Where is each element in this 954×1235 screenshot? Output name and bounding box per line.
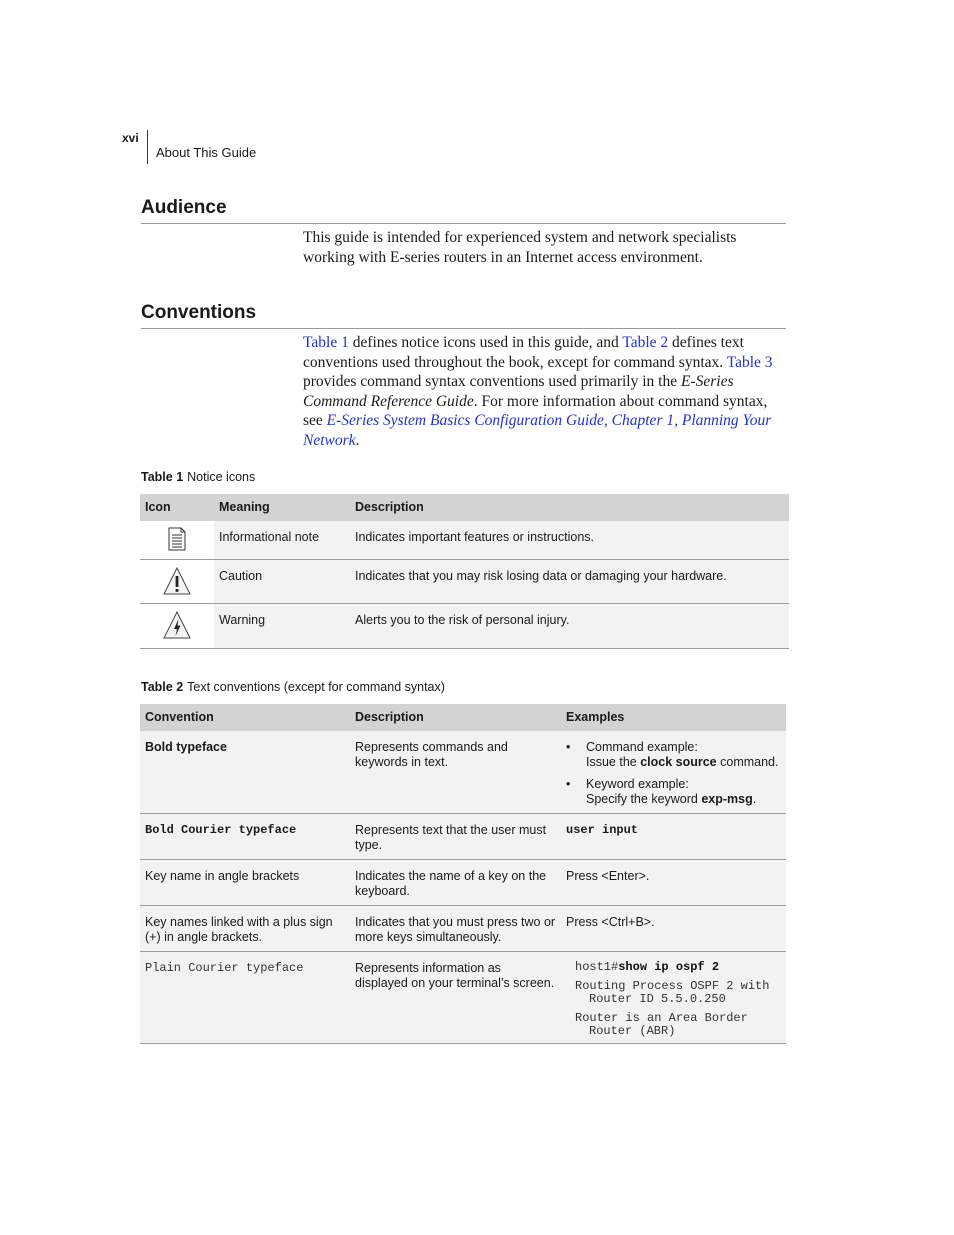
table2-caption-text: Text conventions (except for command syntax) xyxy=(187,680,445,694)
table2-caption-label: Table 2 xyxy=(141,680,184,694)
list-item xyxy=(566,740,781,771)
convention-cell: Plain Courier typeface xyxy=(140,951,350,1043)
table1-caption xyxy=(141,470,255,484)
table1-description: Indicates important features or instructions. xyxy=(350,521,789,560)
table-row xyxy=(140,560,789,604)
page-number: xvi xyxy=(122,131,139,145)
table2-header-examples: Examples xyxy=(561,704,786,731)
examples-cell xyxy=(561,731,786,814)
note-icon xyxy=(140,521,214,560)
convention-cell: Bold Courier typeface xyxy=(140,813,350,859)
convention-cell: Key name in angle brackets xyxy=(140,859,350,905)
conventions-text: defines notice icons used in this guide, and xyxy=(348,334,623,351)
example-text: . xyxy=(752,792,757,806)
terminal-prompt: host1# xyxy=(575,959,619,974)
table1-caption-text: Notice icons xyxy=(187,470,256,484)
conventions-heading: Conventions xyxy=(141,302,257,323)
example-text: command. xyxy=(716,755,779,769)
table2-caption xyxy=(141,680,445,694)
conventions-paragraph xyxy=(303,333,778,451)
convention-cell: Key names linked with a plus sign (+) in angle brackets. xyxy=(140,905,350,951)
list-item xyxy=(566,777,781,808)
description-cell: Represents text that the user must type. xyxy=(350,813,561,859)
audience-paragraph: This guide is intended for experienced system and network specialists working with E-series routers in an Internet access environment. xyxy=(303,229,737,266)
table1-header-meaning: Meaning xyxy=(214,494,350,521)
examples-cell: user input xyxy=(561,813,786,859)
text-conventions-table xyxy=(140,704,786,1044)
table1-description: Indicates that you may risk losing data or damaging your hardware. xyxy=(350,560,789,604)
conventions-text: . For more information about command syntax, see xyxy=(303,392,768,430)
table-row xyxy=(140,905,786,951)
reference-guide-title: E-Series Command Reference Guide xyxy=(303,373,734,410)
running-section-title: About This Guide xyxy=(156,145,257,160)
terminal-line: Router (ABR) xyxy=(589,1023,676,1038)
conventions-rule xyxy=(141,328,786,329)
table1-caption-label: Table 1 xyxy=(141,470,184,484)
table1-link[interactable]: Table 1 xyxy=(303,334,349,351)
example-label: Command example: xyxy=(586,739,698,754)
table1-header-description: Description xyxy=(350,494,789,521)
audience-rule xyxy=(141,223,786,224)
table1-description: Alerts you to the risk of personal injury. xyxy=(350,604,789,649)
description-cell: Indicates the name of a key on the keyboard. xyxy=(350,859,561,905)
conventions-text: . xyxy=(355,431,360,449)
warning-icon xyxy=(140,604,214,649)
examples-cell: Press <Enter>. xyxy=(561,859,786,905)
table-row xyxy=(140,813,786,859)
examples-cell xyxy=(561,951,786,1043)
example-text: Specify the keyword xyxy=(586,792,702,806)
examples-cell: Press <Ctrl+B>. xyxy=(561,905,786,951)
description-cell: Represents information as displayed on your terminal’s screen. xyxy=(350,951,561,1043)
basics-guide-link[interactable]: E-Series System Basics Configuration Guide, Chapter 1, Planning Your Network xyxy=(303,412,772,449)
terminal-line: Routing Process OSPF 2 with xyxy=(575,978,770,993)
conventions-text: defines text conventions used throughout the book, except for command syntax. xyxy=(303,334,744,371)
table-row xyxy=(140,521,789,560)
table-row xyxy=(140,731,786,814)
table1-meaning: Caution xyxy=(214,560,350,604)
caution-icon xyxy=(140,560,214,604)
table2-header-convention: Convention xyxy=(140,704,350,731)
terminal-command: show ip ospf 2 xyxy=(618,959,720,974)
example-text: Issue the xyxy=(586,755,641,769)
conventions-text: provides command syntax conventions used primarily in the xyxy=(303,373,681,391)
table1-meaning: Warning xyxy=(214,604,350,649)
example-label: Keyword example: xyxy=(586,776,689,791)
table3-link[interactable]: Table 3 xyxy=(726,353,773,371)
table2-header-description: Description xyxy=(350,704,561,731)
notice-icons-table xyxy=(140,494,789,649)
audience-heading: Audience xyxy=(141,197,227,218)
description-cell: Indicates that you must press two or more keys simultaneously. xyxy=(350,905,561,951)
table-row xyxy=(140,604,789,649)
example-keyword: exp-msg xyxy=(701,792,753,806)
table1-meaning: Informational note xyxy=(214,521,350,560)
description-cell: Represents commands and keywords in text. xyxy=(350,731,561,814)
terminal-line: Router ID 5.5.0.250 xyxy=(589,991,726,1006)
table1-header-icon: Icon xyxy=(140,494,214,521)
convention-cell: Bold typeface xyxy=(140,731,350,814)
table-row xyxy=(140,859,786,905)
example-keyword: clock source xyxy=(640,755,717,769)
terminal-output xyxy=(566,961,781,1038)
header-divider xyxy=(147,130,148,164)
table-row xyxy=(140,951,786,1043)
terminal-line: Router is an Area Border xyxy=(575,1010,748,1025)
table2-link[interactable]: Table 2 xyxy=(622,334,669,351)
